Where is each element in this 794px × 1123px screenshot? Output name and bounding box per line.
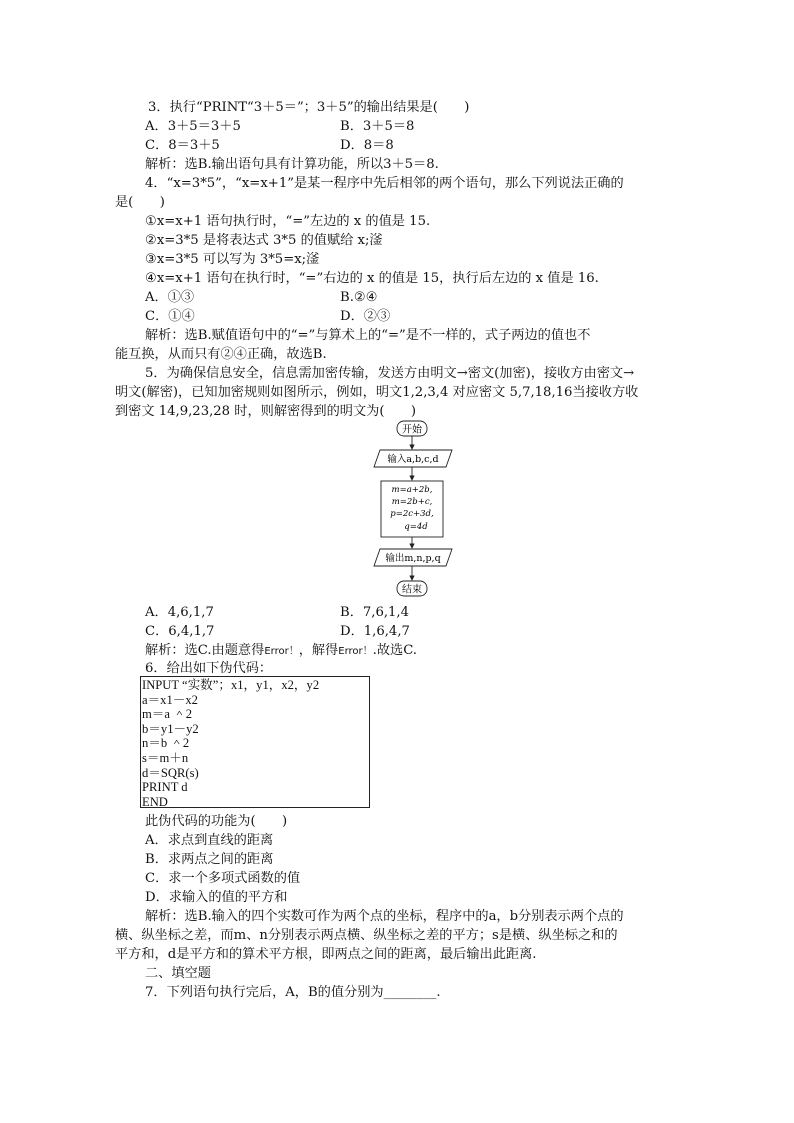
q5-stem-line3: 到密文 14,9,23,28 时，则解密得到的明文为( ) xyxy=(115,404,416,419)
q4-statement-3: ③x=3*5 可以写为 3*5=x;滏 xyxy=(145,252,320,267)
q6-stem: 6．给出如下伪代码： xyxy=(145,661,273,676)
q4-stem-line2: 是( ) xyxy=(115,195,165,210)
q5-analysis-error-2: Error！ xyxy=(338,646,373,657)
flowchart-process-line-1: m=a+2b, xyxy=(391,485,433,495)
code-line-9: END xyxy=(142,794,168,809)
code-line-2: a＝x1－x2 xyxy=(142,692,198,707)
code-line-3: m＝a ＾2 xyxy=(142,707,193,722)
q5-stem-line1: 5．为确保信息安全，信息需加密传输，发送方由明文→密文(加密)，接收方由密文→ xyxy=(145,366,635,381)
q7-stem: 7．下列语句执行完后，A，B的值分别为________. xyxy=(145,985,441,1000)
flowchart-process-line-2: m=2b+c, xyxy=(391,497,433,507)
q5-stem-line2: 明文(解密)，已知加密规则如图所示，例如，明文1,2,3,4 对应密文 5,7,18,16当接收方收 xyxy=(115,385,639,400)
section-heading: 二、填空题 xyxy=(145,966,211,981)
code-line-5: n＝b ＾2 xyxy=(142,736,190,751)
q6-option-c: C．求一个多项式函数的值 xyxy=(145,871,301,886)
flowchart-process-line-3: p=2c+3d, xyxy=(390,509,434,519)
q3-analysis: 解析：选B.输出语句具有计算功能，所以3＋5＝8. xyxy=(145,157,439,172)
q4-statement-4: ④x=x+1 语句在执行时，“=”右边的 x 的值是 15，执行后左边的 x 值是 16. xyxy=(145,271,599,286)
q4-statement-2: ②x=3*5 是将表达式 3*5 的值赋给 x;滏 xyxy=(145,233,383,248)
q3-stem: 3．执行“PRINT“3＋5＝”；3＋5”的输出结果是( ) xyxy=(148,100,470,115)
flowchart-input-label: 输入a,b,c,d xyxy=(387,454,439,465)
q4-option-c: C．①④ xyxy=(145,309,195,324)
q5-option-d: D．1,6,4,7 xyxy=(340,624,410,639)
q4-analysis-line1: 解析：选B.赋值语句中的“=”与算术上的“=”是不一样的，式子两边的值也不 xyxy=(145,328,591,343)
q4-option-d: D．②③ xyxy=(340,309,391,324)
q6-question: 此伪代码的功能为( ) xyxy=(145,814,288,829)
pseudocode-box xyxy=(140,676,370,808)
q6-option-a: A．求点到直线的距离 xyxy=(145,833,274,848)
q4-stem-line1: 4．“x=3*5”，“x=x+1”是某一程序中先后相邻的两个语句，那么下列说法正确的 xyxy=(145,176,624,191)
q6-option-b: B．求两点之间的距离 xyxy=(145,852,274,867)
code-line-1: INPUT “实数”；x1，y1，x2，y2 xyxy=(142,678,320,692)
q5-analysis xyxy=(145,641,417,661)
q3-option-c: C．8＝3＋5 xyxy=(145,138,220,153)
q3-option-a: A．3＋5＝3＋5 xyxy=(145,119,241,134)
q5-analysis-error-1: Error！ xyxy=(264,646,299,657)
q4-analysis-line2: 能互换，从而只有②④正确，故选B. xyxy=(115,347,327,362)
flowchart-process-line-4: q=4d xyxy=(404,522,428,532)
flowchart-output-label: 输出m,n,p,q xyxy=(385,553,441,564)
code-line-8: PRINT d xyxy=(142,780,188,795)
flowchart-end-label: 结束 xyxy=(402,584,422,596)
q5-option-c: C．6,4,1,7 xyxy=(145,624,215,639)
q3-option-d: D．8＝8 xyxy=(340,138,394,153)
q5-analysis-pre: 解析：选C.由题意得 xyxy=(145,643,265,658)
q3-option-b: B．3＋5＝8 xyxy=(340,119,415,134)
code-line-7: d＝SQR(s) xyxy=(142,765,199,780)
q5-analysis-post: .故选C. xyxy=(372,643,418,658)
q4-statement-1: ①x=x+1 语句执行时，“=”左边的 x 的值是 15. xyxy=(145,214,431,229)
q4-option-a: A．①③ xyxy=(145,290,195,305)
flowchart-start-label: 开始 xyxy=(402,424,422,436)
q5-analysis-mid: ，解得 xyxy=(298,643,339,658)
code-line-4: b＝y1－y2 xyxy=(142,721,199,736)
encryption-flowchart xyxy=(360,418,460,600)
q6-analysis-line2: 横、纵坐标之差，而m、n分别表示两点横、纵坐标之差的平方；s是横、纵坐标之和的 xyxy=(115,928,618,943)
q5-option-b: B．7,6,1,4 xyxy=(340,605,410,620)
q6-analysis-line1: 解析：选B.输入的四个实数可作为两个点的坐标，程序中的a，b分别表示两个点的 xyxy=(145,909,624,924)
q4-option-b: B.②④ xyxy=(340,290,378,305)
q6-analysis-line3: 平方和，d是平方和的算术平方根，即两点之间的距离，最后输出此距离. xyxy=(115,947,537,962)
code-line-6: s＝m＋n xyxy=(142,750,189,765)
q5-option-a: A．4,6,1,7 xyxy=(145,605,214,620)
q6-option-d: D．求输入的值的平方和 xyxy=(145,890,288,905)
